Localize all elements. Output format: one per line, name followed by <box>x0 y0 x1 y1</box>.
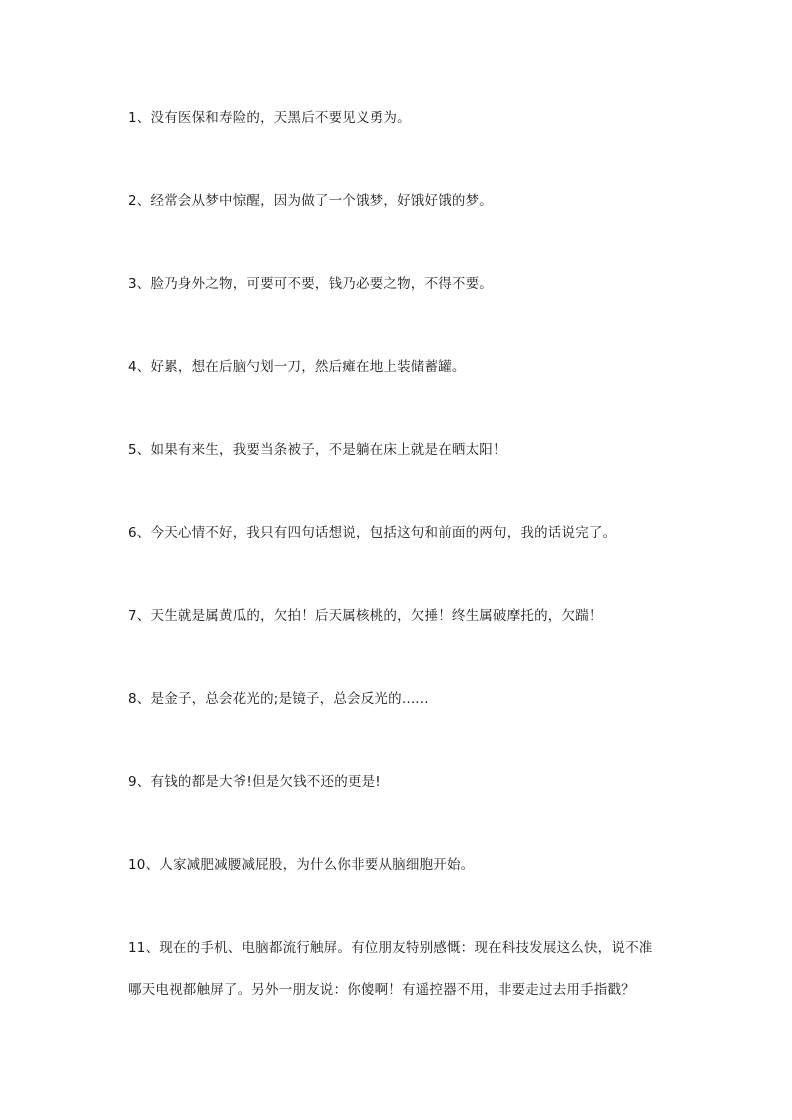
joke-item-11-line-2: 哪天电视都触屏了。另外一朋友说：你傻啊！有遥控器不用，非要走过去用手指戳？ <box>128 982 635 998</box>
joke-item-11-line-1: 11、现在的手机、电脑都流行触屏。有位朋友特别感慨：现在科技发展这么快，说不准 <box>128 940 653 956</box>
joke-item-4: 4、好累，想在后脑勺划一刀，然后瘫在地上装储蓄罐。 <box>128 359 466 375</box>
joke-item-2: 2、经常会从梦中惊醒，因为做了一个饿梦，好饿好饿的梦。 <box>128 193 493 209</box>
joke-item-3: 3、脸乃身外之物，可要可不要，钱乃必要之物，不得不要。 <box>128 276 493 292</box>
joke-item-6: 6、今天心情不好，我只有四句话想说，包括这句和前面的两句，我的话说完了。 <box>128 525 617 541</box>
joke-item-9: 9、有钱的都是大爷!但是欠钱不还的更是! <box>128 774 381 790</box>
joke-item-1: 1、没有医保和寿险的，天黑后不要见义勇为。 <box>128 110 411 126</box>
joke-item-7: 7、天生就是属黄瓜的，欠拍！后天属核桃的，欠捶！终生属破摩托的，欠踹！ <box>128 608 603 624</box>
joke-item-5: 5、如果有来生，我要当条被子，不是躺在床上就是在晒太阳！ <box>128 442 507 458</box>
joke-item-10: 10、人家减肥减腰减屁股，为什么你非要从脑细胞开始。 <box>128 857 475 873</box>
joke-item-8: 8、是金子，总会花光的;是镜子，总会反光的...... <box>128 691 429 707</box>
